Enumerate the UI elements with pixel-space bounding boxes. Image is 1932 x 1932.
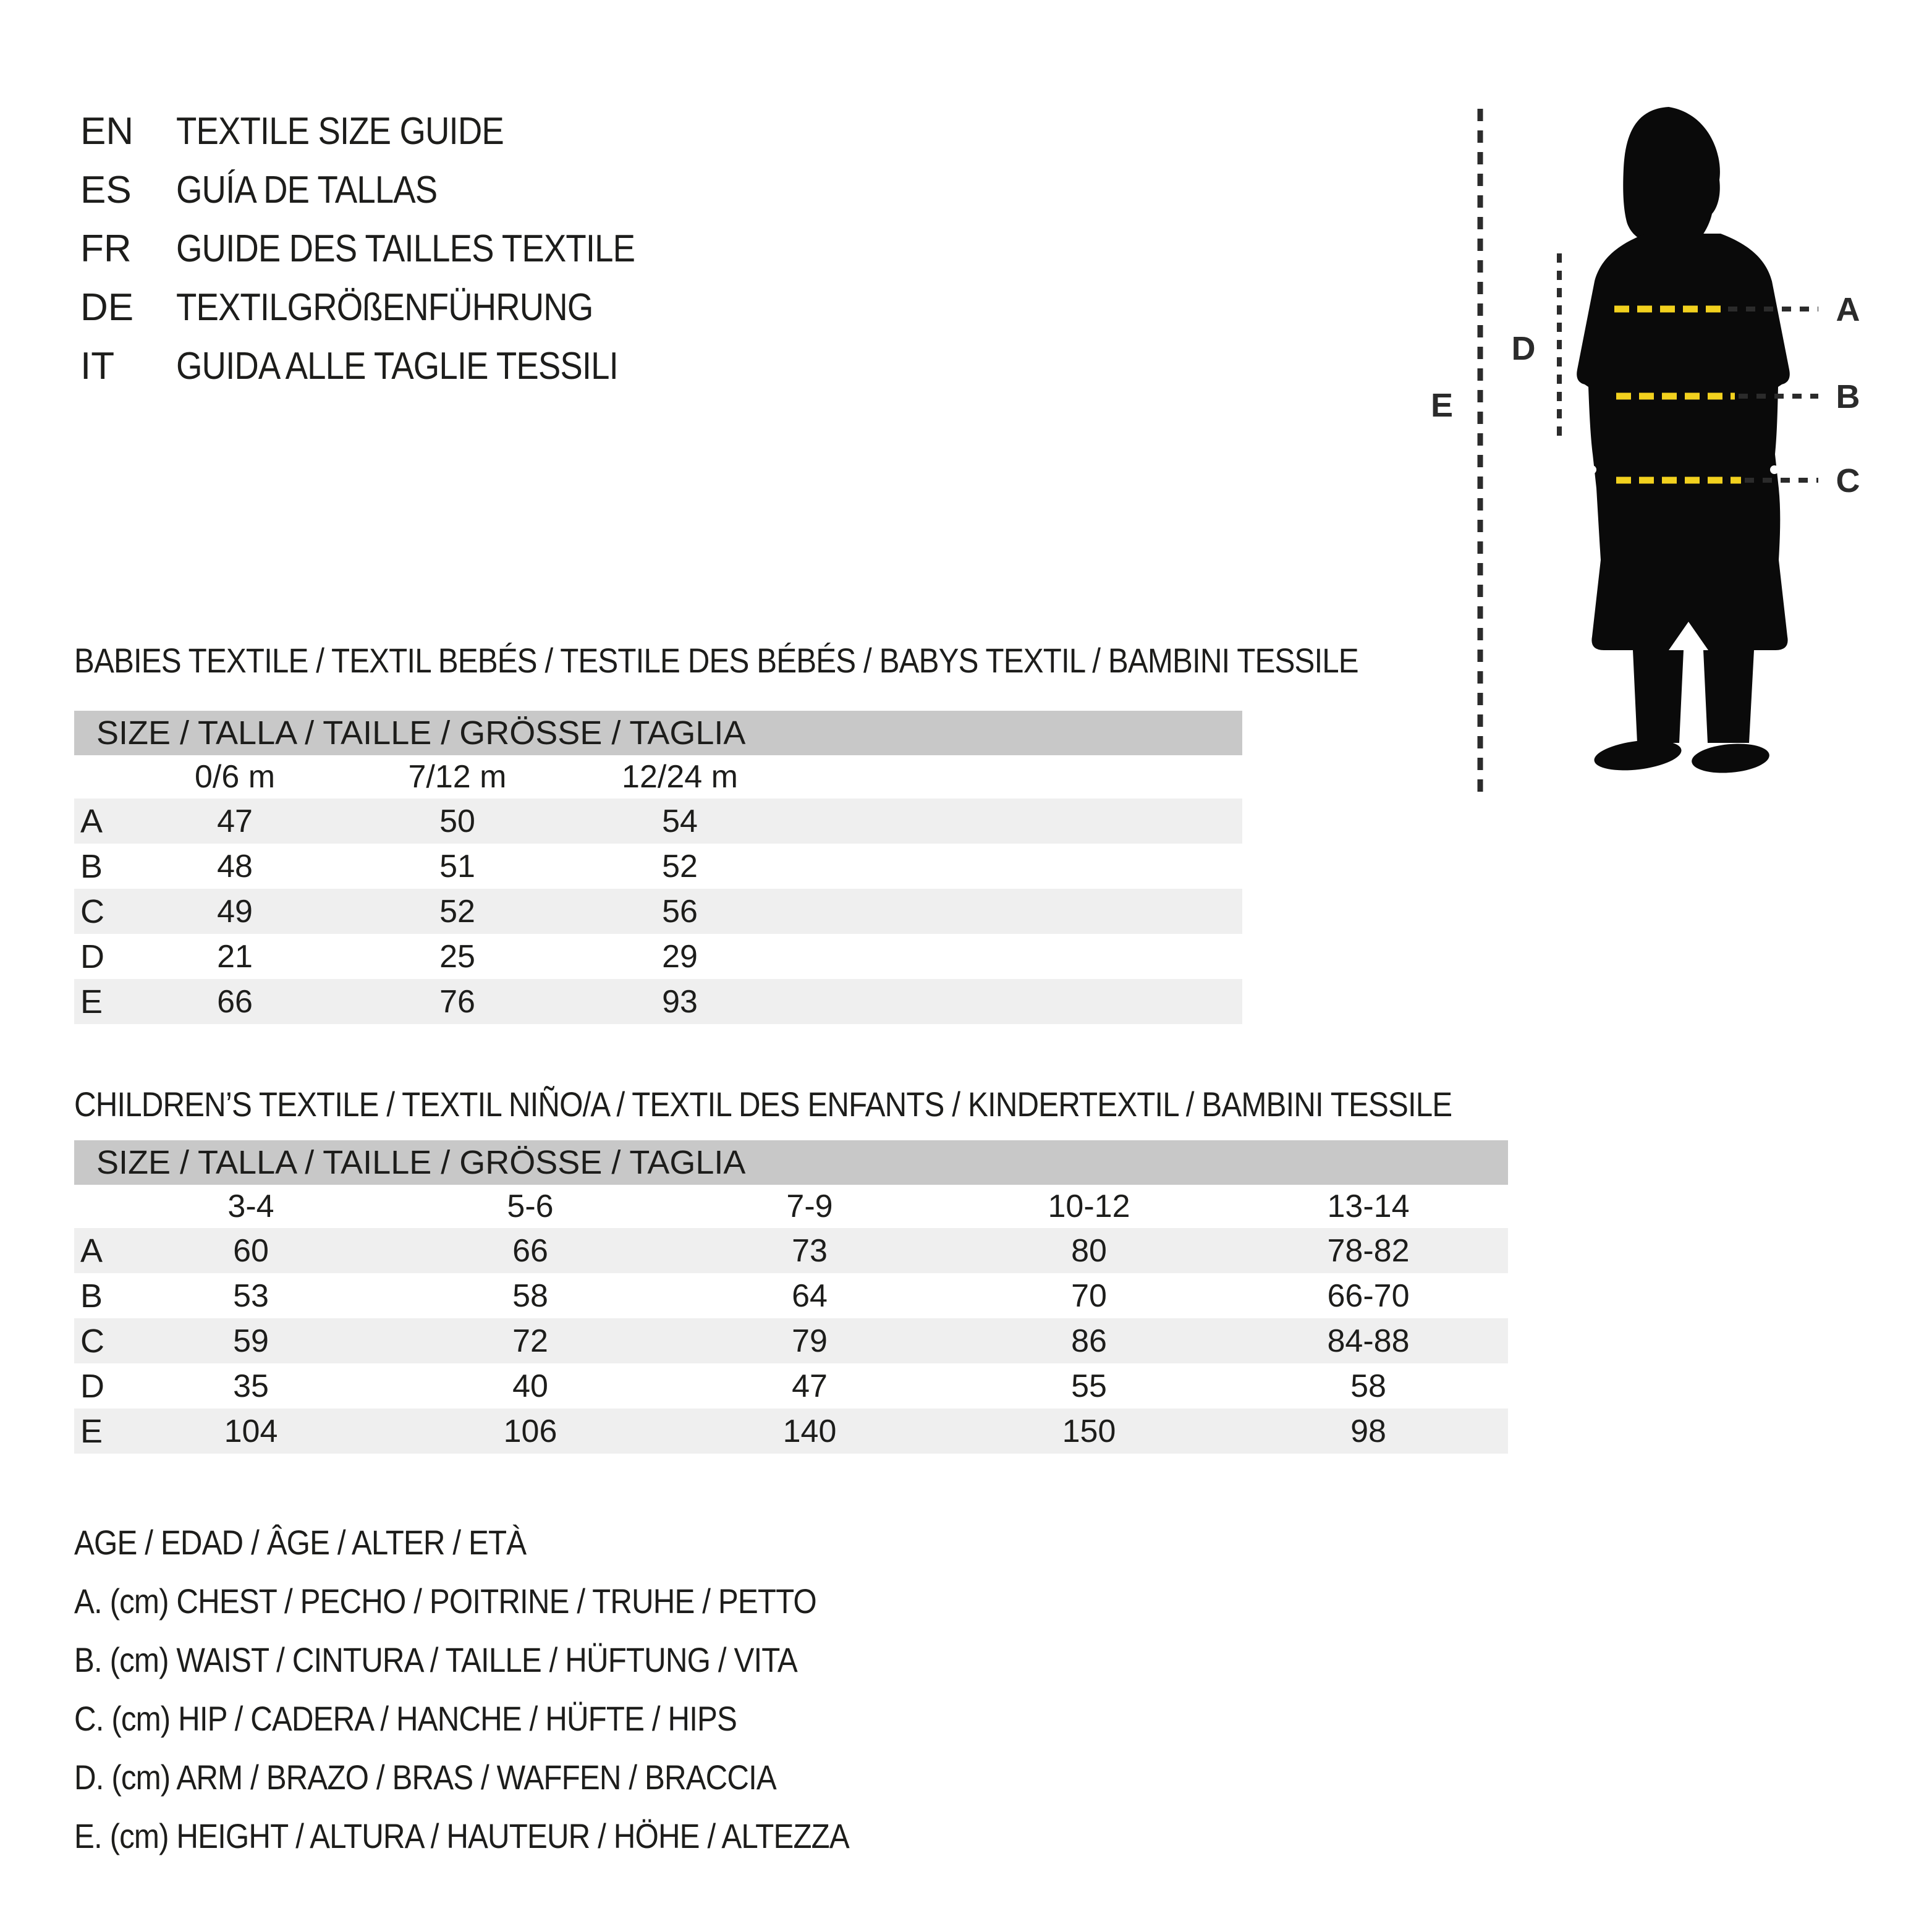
babies-column-header: 12/24 m (622, 759, 738, 795)
children-column-header: 7-9 (786, 1188, 833, 1224)
size-value: 86 (1071, 1323, 1107, 1359)
row-label: B (80, 847, 103, 885)
size-value: 55 (1071, 1368, 1107, 1404)
language-row-it (80, 337, 697, 396)
row-label: D (80, 938, 104, 975)
children-table-row-c (74, 1318, 1508, 1363)
language-code: DE (80, 286, 134, 329)
language-title: TEXTILGRÖßENFÜHRUNG (176, 286, 593, 329)
legend-line-age: AGE / EDAD / ÂGE / ALTER / ETÀ (74, 1523, 527, 1562)
babies-section-title (74, 642, 1533, 680)
size-value: 21 (217, 938, 253, 975)
size-value: 73 (792, 1232, 828, 1269)
size-value: 64 (792, 1277, 828, 1314)
legend-line-arm: D. (cm) ARM / BRAZO / BRAS / WAFFEN / BRACCIA (74, 1758, 776, 1797)
row-label: A (80, 802, 103, 840)
figure-label-b: B (1836, 378, 1860, 415)
size-value: 79 (792, 1323, 828, 1359)
size-value: 84-88 (1327, 1323, 1410, 1359)
babies-table-row-a (74, 799, 1242, 844)
size-value: 25 (439, 938, 475, 975)
row-label: D (80, 1367, 104, 1405)
babies-table-row-b (74, 844, 1242, 889)
row-label: E (80, 983, 103, 1020)
children-section-title (74, 1085, 1640, 1124)
children-column-header-row (74, 1185, 1508, 1228)
size-value: 106 (503, 1413, 557, 1449)
size-value: 72 (512, 1323, 548, 1359)
size-value: 52 (439, 893, 475, 930)
children-column-header: 5-6 (507, 1188, 554, 1224)
figure-label-d: D (1511, 330, 1536, 367)
row-label: B (80, 1277, 103, 1315)
size-value: 76 (439, 983, 475, 1020)
babies-table-row-d (74, 934, 1242, 979)
language-title-list (80, 102, 697, 396)
children-table-row-b (74, 1273, 1508, 1318)
language-code: EN (80, 110, 134, 153)
measurement-figure (1421, 93, 1904, 810)
size-value: 93 (662, 983, 698, 1020)
size-value: 54 (662, 803, 698, 839)
babies-table-row-e (74, 979, 1242, 1024)
babies-column-header-row (74, 755, 1242, 799)
language-row-de (80, 278, 697, 337)
language-title: GUIDE DES TAILLES TEXTILE (176, 227, 635, 270)
babies-size-header-bar (74, 711, 1242, 755)
size-value: 58 (1350, 1368, 1386, 1404)
children-table-row-a (74, 1228, 1508, 1273)
babies-table-row-c (74, 889, 1242, 934)
legend-line-waist: B. (cm) WAIST / CINTURA / TAILLE / HÜFTUNG / VITA (74, 1640, 797, 1679)
size-value: 59 (233, 1323, 269, 1359)
language-code: IT (80, 345, 115, 388)
legend-line-chest: A. (cm) CHEST / PECHO / POITRINE / TRUHE / PETTO (74, 1582, 816, 1621)
measurement-legend (74, 1513, 955, 1865)
size-value: 66-70 (1327, 1277, 1410, 1314)
language-row-en (80, 102, 697, 161)
language-title: TEXTILE SIZE GUIDE (176, 110, 504, 153)
size-value: 47 (217, 803, 253, 839)
row-label: E (80, 1412, 103, 1450)
size-value: 48 (217, 848, 253, 884)
language-code: FR (80, 227, 132, 270)
size-value: 140 (782, 1413, 837, 1449)
figure-label-e: E (1430, 387, 1454, 424)
child-silhouette (1577, 107, 1790, 776)
legend-line-hip: C. (cm) HIP / CADERA / HANCHE / HÜFTE / HIPS (74, 1699, 737, 1738)
size-value: 56 (662, 893, 698, 930)
babies-size-header-text: SIZE / TALLA / TAILLE / GRÖSSE / TAGLIA (96, 714, 746, 752)
size-value: 50 (439, 803, 475, 839)
row-label: C (80, 892, 104, 930)
children-size-header-text: SIZE / TALLA / TAILLE / GRÖSSE / TAGLIA (96, 1144, 746, 1181)
children-size-table (74, 1185, 1508, 1454)
size-value: 66 (512, 1232, 548, 1269)
size-value: 58 (512, 1277, 548, 1314)
size-value: 150 (1062, 1413, 1116, 1449)
language-title: GUÍA DE TALLAS (176, 169, 438, 211)
empty-cell (74, 755, 124, 799)
legend-line-height: E. (cm) HEIGHT / ALTURA / HAUTEUR / HÖHE / ALTEZZA (74, 1816, 849, 1855)
size-value: 35 (233, 1368, 269, 1404)
row-label: A (80, 1232, 103, 1269)
children-table-row-d (74, 1363, 1508, 1409)
size-value: 53 (233, 1277, 269, 1314)
size-value: 98 (1350, 1413, 1386, 1449)
children-column-header: 10-12 (1048, 1188, 1130, 1224)
size-value: 60 (233, 1232, 269, 1269)
size-value: 104 (224, 1413, 278, 1449)
size-value: 40 (512, 1368, 548, 1404)
children-column-header: 13-14 (1327, 1188, 1410, 1224)
size-value: 70 (1071, 1277, 1107, 1314)
babies-section-title-text: BABIES TEXTILE / TEXTIL BEBÉS / TESTILE DES BÉBÉS / BABYS TEXTIL / BAMBINI TESSILE (74, 641, 1358, 680)
language-row-fr (80, 219, 697, 278)
language-code: ES (80, 169, 132, 211)
figure-label-a: A (1836, 291, 1860, 328)
empty-cell (74, 1185, 111, 1228)
size-value: 66 (217, 983, 253, 1020)
language-row-es (80, 161, 697, 219)
children-size-header-bar (74, 1140, 1508, 1185)
babies-column-header: 0/6 m (194, 759, 276, 795)
size-value: 51 (439, 848, 475, 884)
size-value: 80 (1071, 1232, 1107, 1269)
language-title: GUIDA ALLE TAGLIE TESSILI (176, 345, 618, 388)
row-label: C (80, 1322, 104, 1360)
children-section-title-text: CHILDREN’S TEXTILE / TEXTIL NIÑO/A / TEXTIL DES ENFANTS / KINDERTEXTIL / BAMBINI TESSILE (74, 1085, 1452, 1124)
figure-label-c: C (1836, 462, 1860, 499)
children-column-header: 3-4 (227, 1188, 274, 1224)
size-value: 78-82 (1327, 1232, 1410, 1269)
size-value: 29 (662, 938, 698, 975)
babies-size-table (74, 755, 1242, 1024)
children-table-row-e (74, 1409, 1508, 1454)
babies-column-header: 7/12 m (408, 759, 507, 795)
size-value: 47 (792, 1368, 828, 1404)
size-value: 52 (662, 848, 698, 884)
child-silhouette-diagram (1421, 93, 1904, 810)
size-value: 49 (217, 893, 253, 930)
